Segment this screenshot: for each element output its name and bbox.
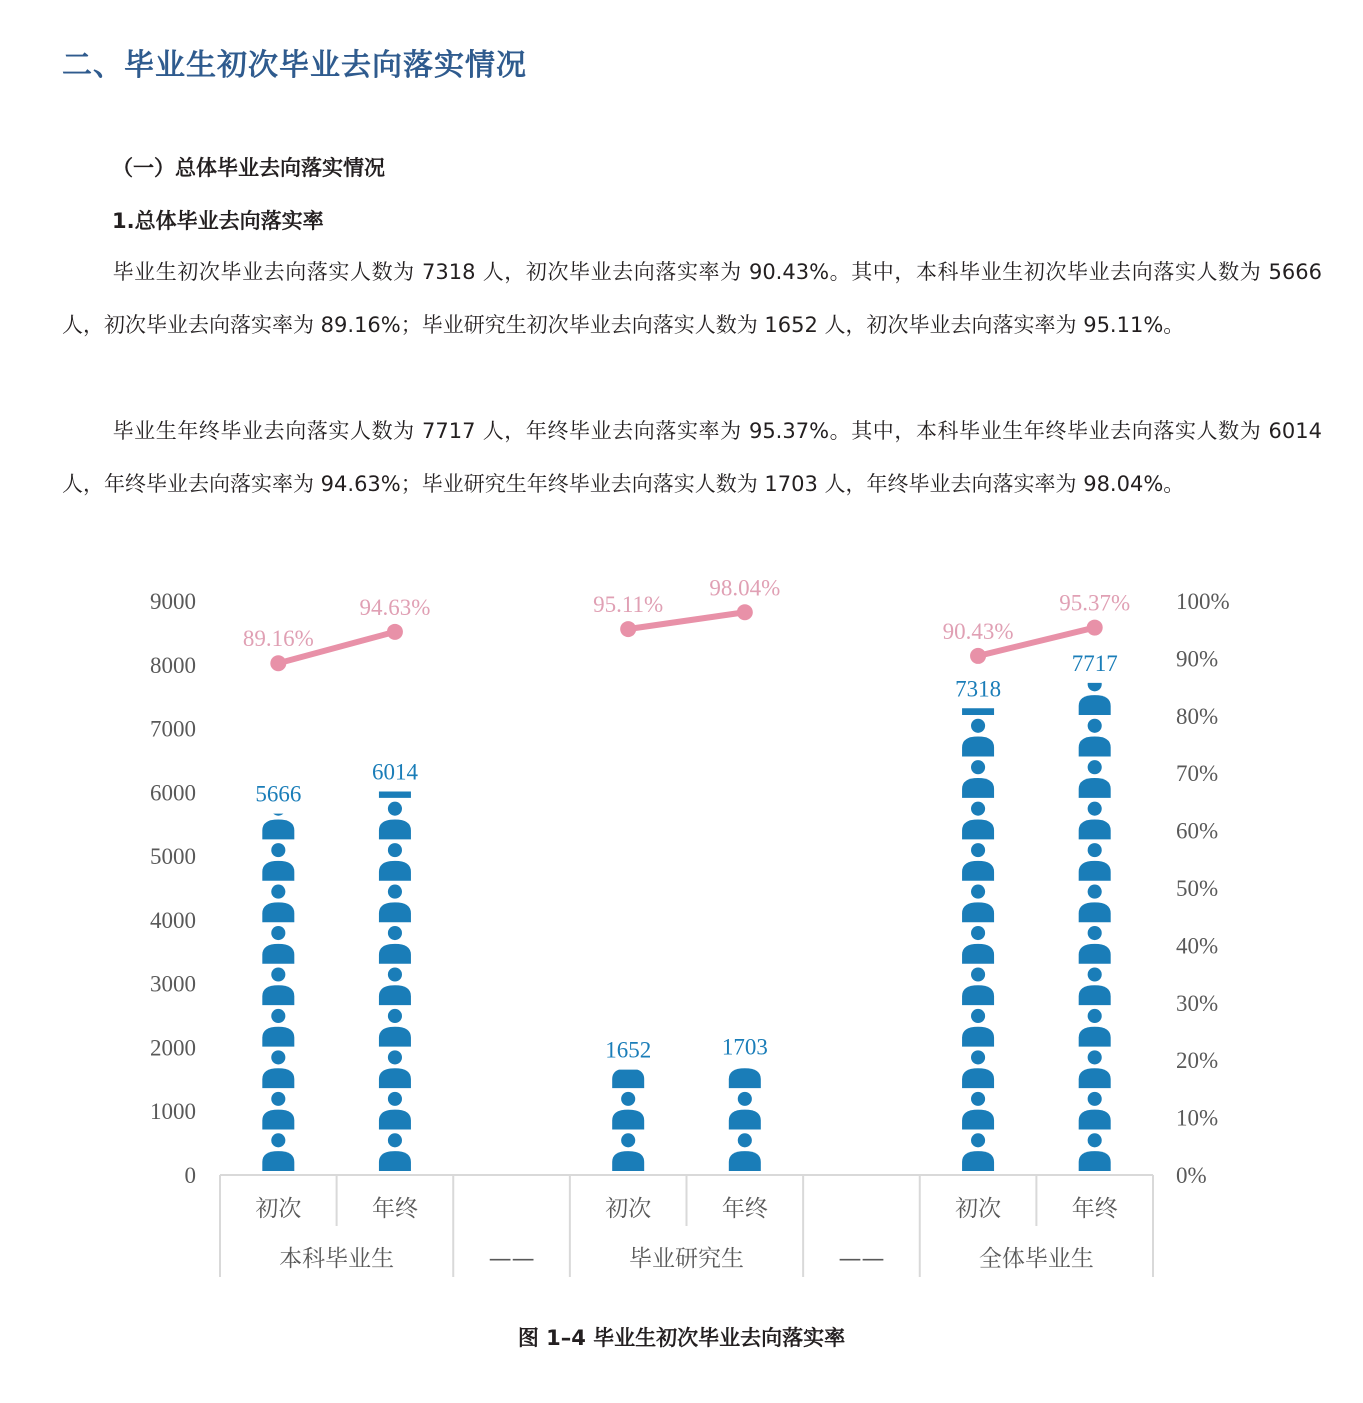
person-icon [262, 843, 294, 881]
x-category-label: 年终 [1071, 1196, 1118, 1222]
rate-value-label: 95.11% [593, 592, 664, 618]
rate-marker [737, 604, 753, 620]
person-icon [1079, 677, 1111, 715]
paragraph-yearend-rate [62, 405, 1322, 510]
bar-value-label: 7717 [1071, 650, 1118, 676]
person-icon [612, 1092, 644, 1130]
line-series-rate [243, 575, 1130, 671]
pictograph-bar [1072, 651, 1118, 1171]
pictograph-bar [605, 1038, 651, 1171]
rate-value-label: 94.63% [359, 594, 431, 620]
right-axis-tick-label: 80% [1176, 703, 1219, 729]
left-axis-tick-label: 2000 [150, 1035, 196, 1061]
person-icon [962, 1133, 994, 1171]
person-icon [962, 1009, 994, 1047]
person-icon [962, 967, 994, 1005]
person-icon [262, 1050, 294, 1088]
person-icon [962, 760, 994, 798]
rate-marker [970, 648, 986, 664]
right-axis-tick-label: 100% [1176, 589, 1230, 614]
x-category-label: 初次 [605, 1196, 652, 1222]
pictograph-bar [722, 1034, 768, 1171]
bar-value-label: 5666 [255, 781, 302, 807]
left-axis-tick-label: 5000 [150, 844, 196, 870]
person-icon [1079, 967, 1111, 1005]
person-icon [729, 1092, 761, 1130]
person-icon [962, 1050, 994, 1088]
person-icon [1079, 802, 1111, 840]
left-axis-tick-label: 0 [184, 1163, 196, 1188]
right-y-axis [1176, 589, 1230, 1188]
rate-line-segment [243, 595, 431, 671]
x-group-label: —— [838, 1246, 885, 1272]
person-icon [1079, 719, 1111, 757]
x-group-label: —— [488, 1246, 535, 1272]
bar-value-label: 1703 [721, 1034, 768, 1060]
pictograph-bar [255, 782, 301, 1171]
person-icon [962, 843, 994, 881]
person-icon [379, 1009, 411, 1047]
left-y-axis [150, 589, 196, 1188]
paragraph-text: 毕业生年终毕业去向落实人数为 7717 人，年终毕业去向落实率为 95.37%。其中，本科毕业生年终毕业去向落实人数为 6014 人，年终毕业去向落实率为 94.63%；毕业研究生年终毕业去向落实人数为 1703 人，年终毕业去向落实率为 98.04%。 [62, 419, 1322, 496]
person-icon [1079, 760, 1111, 798]
x-category-label: 年终 [721, 1196, 768, 1222]
bar-series-count [255, 651, 1117, 1171]
paragraph-text: 毕业生初次毕业去向落实人数为 7318 人，初次毕业去向落实率为 90.43%。其中，本科毕业生初次毕业去向落实人数为 5666 人，初次毕业去向落实率为 89.16%；毕业研究生初次毕业去向落实人数为 1652 人，初次毕业去向落实率为 95.11%。 [62, 260, 1322, 337]
rate-line-segment [593, 575, 780, 637]
x-category-label: 年终 [371, 1196, 418, 1222]
person-icon [1079, 1009, 1111, 1047]
right-axis-tick-label: 70% [1176, 761, 1219, 787]
right-axis-tick-label: 60% [1176, 818, 1219, 844]
person-icon [379, 885, 411, 923]
left-axis-tick-label: 7000 [150, 716, 196, 742]
x-axis [220, 1175, 1153, 1277]
rate-marker [620, 621, 636, 637]
left-axis-tick-label: 1000 [150, 1099, 196, 1125]
bar-value-label: 7318 [955, 676, 1002, 702]
rate-value-label: 90.43% [942, 618, 1014, 644]
paragraph-initial-rate [62, 246, 1322, 351]
person-icon [1079, 1092, 1111, 1130]
person-icon [962, 926, 994, 964]
pictograph-bar-line-chart [0, 570, 1363, 1290]
person-icon [379, 967, 411, 1005]
left-axis-tick-label: 6000 [150, 780, 196, 806]
section-title: 二、毕业生初次毕业去向落实情况 [62, 48, 527, 83]
person-icon [379, 926, 411, 964]
right-axis-tick-label: 90% [1176, 646, 1219, 672]
rate-marker [1087, 620, 1103, 636]
person-icon [262, 926, 294, 964]
left-axis-tick-label: 3000 [150, 971, 196, 997]
rate-value-label: 95.37% [1059, 590, 1131, 616]
bar-value-label: 1652 [605, 1037, 652, 1063]
person-icon [1079, 1133, 1111, 1171]
right-axis-tick-label: 50% [1176, 876, 1219, 901]
person-icon [1079, 843, 1111, 881]
x-group-label: 全体毕业生 [978, 1246, 1094, 1272]
subsubsection-title: 1.总体毕业去向落实率 [112, 209, 324, 233]
person-icon [962, 719, 994, 757]
person-icon [262, 1092, 294, 1130]
subsection-title: （一）总体毕业去向落实情况 [112, 156, 385, 180]
person-icon [262, 885, 294, 923]
person-icon [1079, 885, 1111, 923]
person-icon [262, 1133, 294, 1171]
x-group-label: 本科毕业生 [279, 1246, 395, 1272]
person-icon [962, 802, 994, 840]
person-icon [379, 843, 411, 881]
left-axis-tick-label: 4000 [150, 907, 196, 933]
rate-marker [270, 655, 286, 671]
person-icon [1079, 926, 1111, 964]
person-icon [379, 1133, 411, 1171]
right-axis-tick-label: 20% [1176, 1048, 1219, 1074]
x-group-label: 毕业研究生 [629, 1246, 744, 1272]
right-axis-tick-label: 40% [1176, 933, 1219, 959]
pictograph-bar [955, 676, 1001, 1171]
rate-marker [387, 624, 403, 640]
person-icon [379, 1092, 411, 1130]
rate-value-label: 98.04% [709, 575, 781, 601]
rate-value-label: 89.16% [242, 626, 314, 652]
person-icon [962, 885, 994, 923]
x-category-label: 初次 [955, 1196, 1002, 1222]
person-icon [1079, 1050, 1111, 1088]
left-axis-tick-label: 8000 [150, 652, 196, 678]
person-icon [379, 1050, 411, 1088]
person-icon [262, 967, 294, 1005]
figure-caption: 图 1–4 毕业生初次毕业去向落实率 [517, 1326, 846, 1350]
left-axis-tick-label: 9000 [150, 589, 196, 614]
right-axis-tick-label: 10% [1176, 1105, 1219, 1131]
right-axis-tick-label: 30% [1176, 990, 1219, 1016]
bar-value-label: 6014 [371, 759, 418, 785]
pictograph-bar [372, 759, 419, 1171]
person-icon [729, 1133, 761, 1171]
person-icon [612, 1133, 644, 1171]
person-icon [262, 802, 294, 840]
person-icon [962, 1092, 994, 1130]
person-icon [379, 802, 411, 840]
x-category-label: 初次 [255, 1196, 302, 1222]
person-icon [262, 1009, 294, 1047]
right-axis-tick-label: 0% [1176, 1163, 1207, 1188]
